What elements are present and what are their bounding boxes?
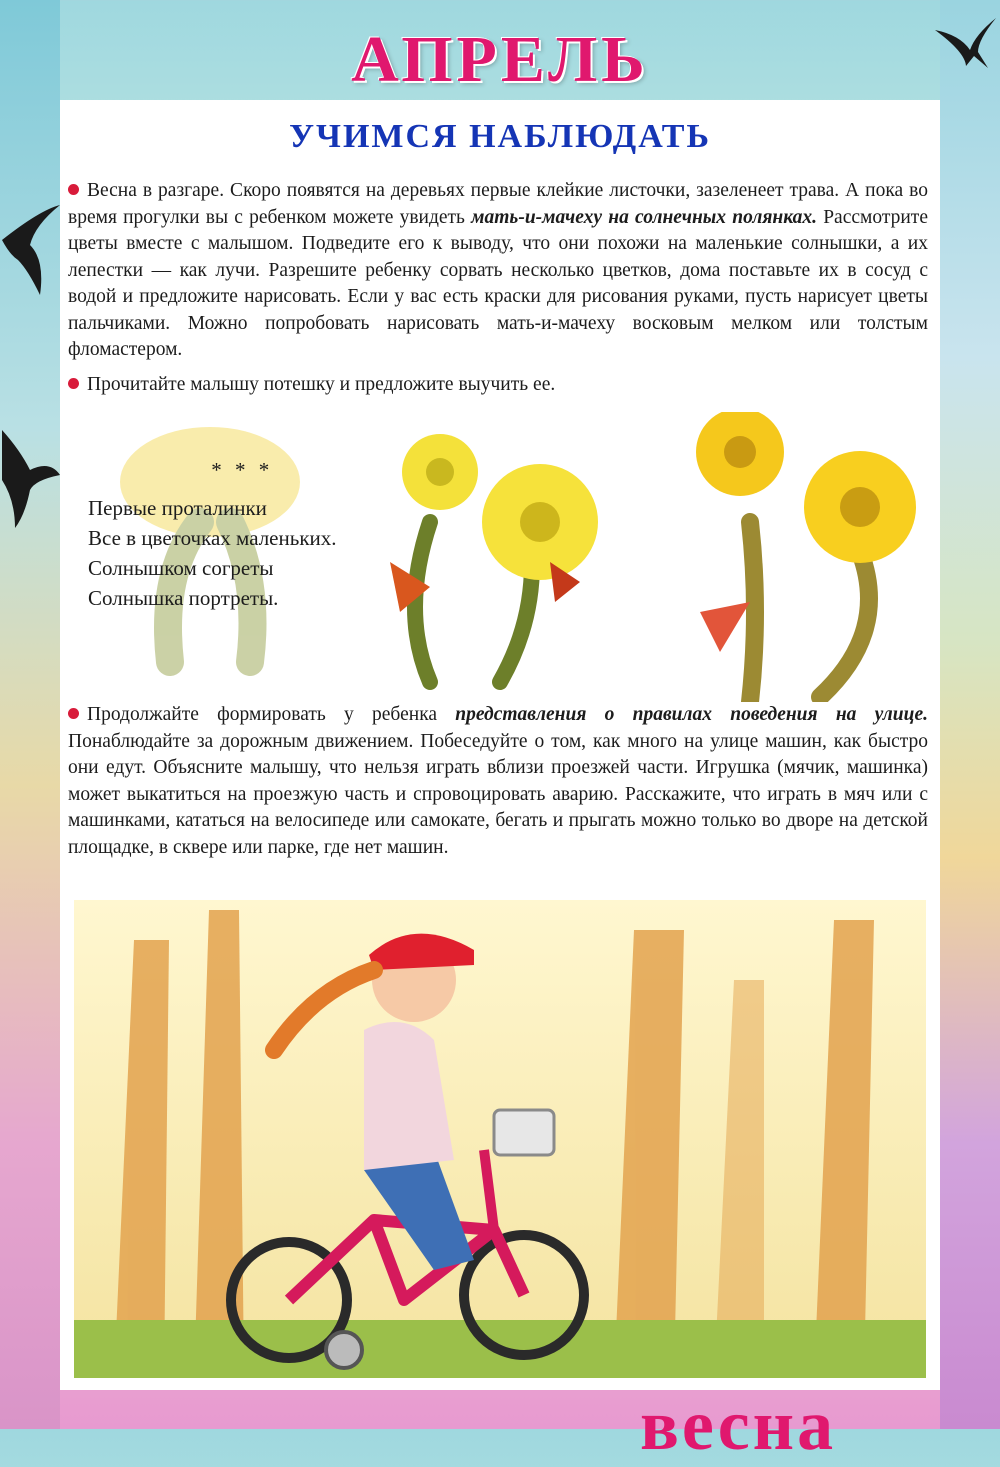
content-panel: [60, 100, 940, 1390]
section-heading: УЧИМСЯ НАБЛЮДАТЬ: [289, 118, 711, 155]
poem-line: Солнышка портреты.: [88, 586, 279, 610]
bullet-icon: [68, 708, 79, 719]
paragraph-poem-intro: Прочитайте малышу потешку и предложите выучить ее.: [68, 372, 928, 399]
month-title: АПРЕЛЬ: [351, 23, 649, 96]
girl-on-bicycle-illustration: [74, 900, 926, 1378]
paragraph-street-rules: Продолжайте формировать у ребенка представления о правилах поведения на улице. Понаблюдайте за дорожным движением. Побеседуйте о том, как много на улице машин, как быстро они едут. Объясните малышу, что нельзя играть вблизи проезжей части. Игрушка (мячик, машинка) может выкатиться на проезжую часть и спровоцировать аварию. Расскажите, что играть в мяч или с машинками, кататься на велосипеде или самокате, бегать и прыгать можно только во дворе на детской площадке, в сквере или парке, где нет машин.: [68, 704, 929, 858]
bottom-season-word: весна: [640, 1385, 837, 1465]
poem-stars: * * *: [211, 458, 274, 482]
poem-line: Все в цветочках маленьких.: [88, 526, 337, 550]
poem: [88, 455, 337, 613]
paragraph-spring: Весна в разгаре. Скоро появятся на деревьях первые клейкие листочки, зазеленеет трава. А пока во время прогулки вы с ребенком можете увидеть мать-и-мачеху на солнечных полянках. Рассмотрите цветы вместе с малышом. Подведите его к выводу, что они похожи на маленькие солнышки, а их лепестки — как лучи. Разрешите ребенку сорвать несколько цветков, дома поставьте их в сосуд с водой и предложите нарисовать. Если у вас есть краски для рисования руками, пусть нарисует цветы пальчиками. Можно попробовать нарисовать мать-и-мачеху восковым мелком или толстым фломастером.: [68, 180, 928, 360]
swallow-bird-icon: [0, 200, 62, 300]
coltsfoot-flower-middle: [390, 434, 598, 682]
swallow-bird-icon: [0, 420, 62, 530]
bullet-icon: [68, 378, 79, 389]
coltsfoot-flower-right: [696, 412, 916, 702]
right-decorative-border: [940, 0, 1000, 1429]
poem-line: Первые проталинки: [88, 496, 267, 520]
poem-line: Солнышком согреты: [88, 556, 274, 580]
bullet-icon: [68, 184, 79, 195]
